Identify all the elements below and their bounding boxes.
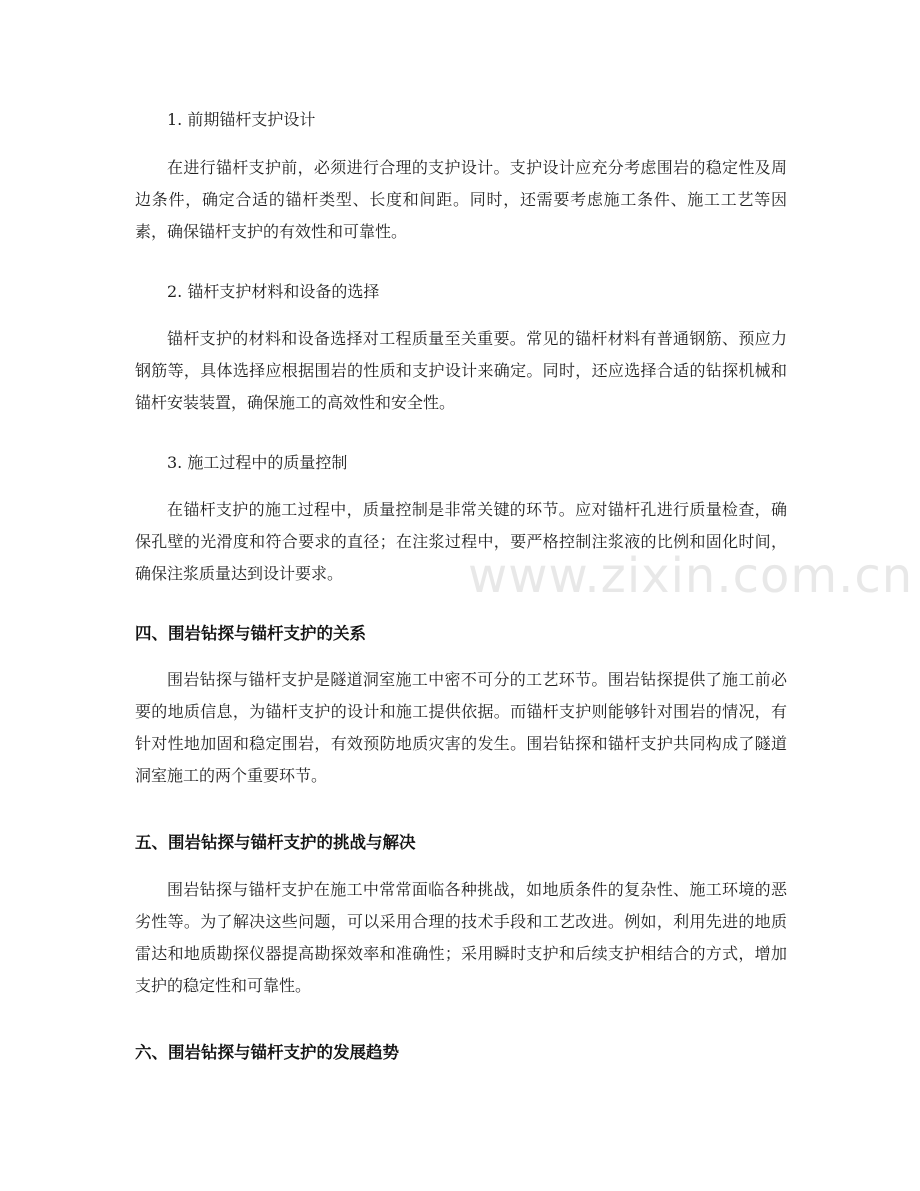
subsection-body-2: 锚杆支护的材料和设备选择对工程质量至关重要。常见的锚杆材料有普通钢筋、预应力钢筋等，具体选择应根据围岩的性质和支护设计来确定。同时，还应选择合适的钻探机械和锚杆安装装置，确保施工的高效性和安全性。 (135, 329, 787, 412)
subsection-body-1: 在进行锚杆支护前，必须进行合理的支护设计。支护设计应充分考虑围岩的稳定性及周边条件，确定合适的锚杆类型、长度和间距。同时，还需要考虑施工条件、施工工艺等因素，确保锚杆支护的有效性和可靠性。 (135, 158, 787, 241)
subsection-title-2: 2. 锚杆支护材料和设备的选择 (167, 282, 380, 301)
section-heading-6: 六、围岩钻探与锚杆支护的发展趋势 (135, 1043, 399, 1062)
section-body-5: 围岩钻探与锚杆支护在施工中常常面临各种挑战，如地质条件的复杂性、施工环境的恶劣性等。为了解决这些问题，可以采用合理的技术手段和工艺改进。例如，利用先进的地质雷达和地质勘探仪器提高勘探效率和准确性；采用瞬时支护和后续支护相结合的方式，增加支护的稳定性和可靠性。 (135, 880, 787, 995)
subsection-body-3: 在锚杆支护的施工过程中，质量控制是非常关键的环节。应对锚杆孔进行质量检查，确保孔壁的光滑度和符合要求的直径；在注浆过程中，要严格控制注浆液的比例和固化时间，确保注浆质量达到设计要求。 (135, 500, 787, 583)
subsection-title-3: 3. 施工过程中的质量控制 (167, 453, 348, 472)
subsection-title-1: 1. 前期锚杆支护设计 (167, 110, 316, 129)
section-heading-4: 四、围岩钻探与锚杆支护的关系 (135, 624, 366, 643)
section-heading-5: 五、围岩钻探与锚杆支护的挑战与解决 (135, 833, 416, 852)
section-body-4: 围岩钻探与锚杆支护是隧道洞室施工中密不可分的工艺环节。围岩钻探提供了施工前必要的地质信息，为锚杆支护的设计和施工提供依据。而锚杆支护则能够针对围岩的情况，有针对性地加固和稳定围岩，有效预防地质灾害的发生。围岩钻探和锚杆支护共同构成了隧道洞室施工的两个重要环节。 (135, 670, 787, 785)
watermark: www.zixin.com.cn (468, 548, 914, 604)
